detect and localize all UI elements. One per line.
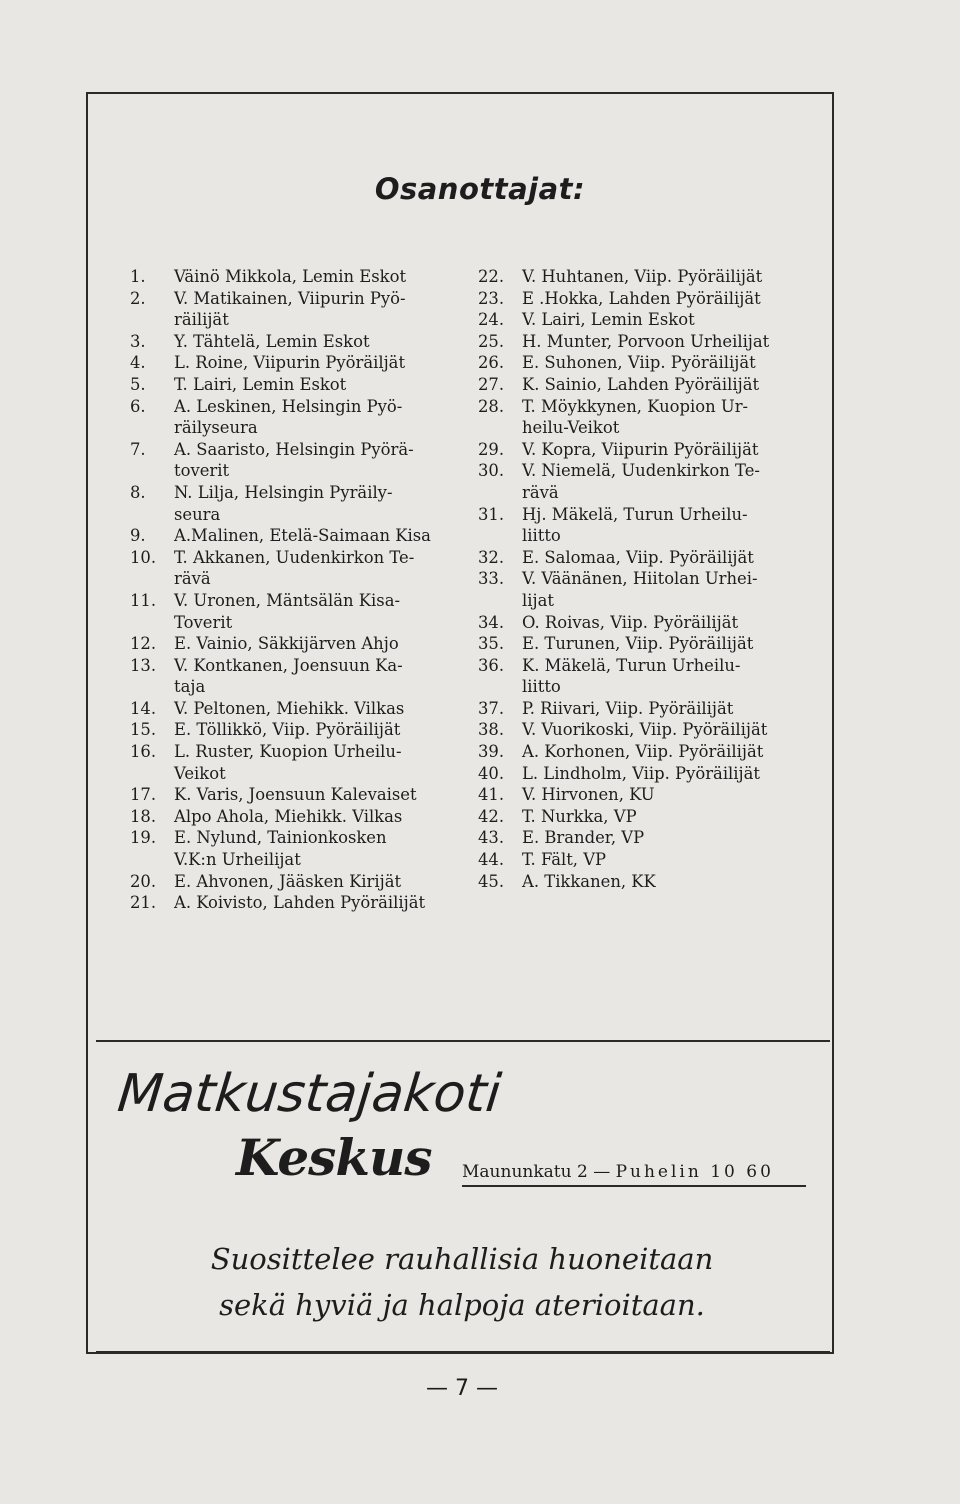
participant-number: 24. bbox=[478, 310, 505, 330]
participant-name: P. Riivari, Viip. Pyöräilijät bbox=[522, 698, 734, 718]
participant-number: 44. bbox=[478, 850, 505, 870]
participant-number bbox=[130, 460, 174, 482]
participant-number: 22. bbox=[478, 267, 505, 286]
participant-entry bbox=[130, 698, 470, 720]
participant-name: H. Munter, Porvoon Urheilijat bbox=[522, 331, 770, 351]
participant-entry bbox=[478, 547, 818, 569]
participant-name: A. Tikkanen, KK bbox=[522, 871, 656, 891]
participant-number: 38. bbox=[478, 720, 505, 740]
participant-name: E. Nylund, Tainionkosken bbox=[174, 828, 387, 848]
participant-entry bbox=[478, 417, 818, 439]
participant-number: 10. bbox=[130, 547, 157, 567]
participant-name: Väinö Mikkola, Lemin Eskot bbox=[174, 267, 407, 286]
participant-name: K. Mäkelä, Turun Urheilu- bbox=[522, 655, 741, 675]
participant-entry bbox=[478, 439, 818, 461]
participant-entry bbox=[478, 806, 818, 828]
participant-entry bbox=[130, 331, 470, 353]
participant-name: A. Korhonen, Viip. Pyöräilijät bbox=[522, 742, 764, 762]
participant-number bbox=[478, 676, 522, 698]
participant-name: rävä bbox=[174, 569, 211, 589]
participant-entry bbox=[478, 784, 818, 806]
participant-name: E. Salomaa, Viip. Pyöräilijät bbox=[522, 547, 754, 567]
participant-name: N. Lilja, Helsingin Pyräily- bbox=[174, 482, 393, 502]
participant-name: E .Hokka, Lahden Pyöräilijät bbox=[522, 288, 761, 308]
participant-entry bbox=[478, 352, 818, 374]
participant-entry bbox=[478, 633, 818, 655]
participant-name: rävä bbox=[522, 482, 559, 502]
participant-entry bbox=[478, 309, 818, 331]
participant-name: E. Töllikkö, Viip. Pyöräilijät bbox=[174, 720, 401, 740]
participant-entry bbox=[478, 590, 818, 612]
participant-name: V. Vuorikoski, Viip. Pyöräilijät bbox=[522, 720, 768, 740]
participant-entry bbox=[130, 806, 470, 828]
participant-entry bbox=[130, 288, 470, 310]
participant-entry bbox=[130, 482, 470, 504]
participant-entry bbox=[130, 655, 470, 677]
participant-entry bbox=[130, 547, 470, 569]
participant-number: 21. bbox=[130, 893, 157, 913]
participant-name: V. Huhtanen, Viip. Pyöräilijät bbox=[522, 267, 763, 286]
participant-number: 31. bbox=[478, 504, 505, 524]
participant-number: 1. bbox=[130, 267, 146, 286]
participant-entry bbox=[478, 288, 818, 310]
participant-number: 41. bbox=[478, 785, 505, 805]
participant-entry bbox=[130, 417, 470, 439]
participant-number: 36. bbox=[478, 655, 505, 675]
participant-entry bbox=[478, 396, 818, 418]
participant-number: 2. bbox=[130, 288, 146, 308]
participant-name: seura bbox=[174, 504, 221, 524]
participant-number: 39. bbox=[478, 742, 505, 762]
participant-number: 9. bbox=[130, 526, 146, 546]
participant-number: 4. bbox=[130, 353, 146, 373]
participant-number: 30. bbox=[478, 461, 505, 481]
participant-name: Alpo Ahola, Miehikk. Vilkas bbox=[174, 806, 403, 826]
participant-entry bbox=[130, 590, 470, 612]
participant-entry bbox=[478, 871, 818, 893]
participant-number: 27. bbox=[478, 374, 505, 394]
participant-entry bbox=[130, 892, 470, 914]
participant-name: A. Koivisto, Lahden Pyöräilijät bbox=[174, 893, 426, 913]
participant-entry bbox=[130, 309, 470, 331]
participant-entry bbox=[130, 612, 470, 634]
participant-entry bbox=[130, 266, 470, 288]
participant-name: taja bbox=[174, 677, 206, 697]
participant-entry bbox=[478, 741, 818, 763]
participant-entry bbox=[478, 460, 818, 482]
participant-number: 45. bbox=[478, 871, 505, 891]
participant-entry bbox=[130, 504, 470, 526]
participant-name: T. Möykkynen, Kuopion Ur- bbox=[522, 396, 749, 416]
ad-slogan bbox=[0, 1236, 924, 1328]
participant-entry bbox=[478, 504, 818, 526]
participant-number: 25. bbox=[478, 331, 505, 351]
participant-name: O. Roivas, Viip. Pyöräilijät bbox=[522, 612, 739, 632]
participant-entry bbox=[130, 568, 470, 590]
participant-number: 37. bbox=[478, 698, 505, 718]
participant-name: E. Turunen, Viip. Pyöräilijät bbox=[522, 634, 754, 654]
participant-number: 28. bbox=[478, 396, 505, 416]
ad-slogan-line1: Suosittelee rauhallisia huoneitaan bbox=[210, 1242, 714, 1276]
participant-name: V. Uronen, Mäntsälän Kisa- bbox=[174, 590, 401, 610]
participant-number: 16. bbox=[130, 742, 157, 762]
participant-name: Toverit bbox=[174, 612, 233, 632]
participant-number: 8. bbox=[130, 482, 146, 502]
section-divider bbox=[96, 1040, 830, 1042]
participant-name: V. Väänänen, Hiitolan Urhei- bbox=[522, 569, 758, 589]
participant-number bbox=[130, 849, 174, 871]
participant-number bbox=[130, 763, 174, 785]
participant-number: 34. bbox=[478, 612, 505, 632]
participant-number: 20. bbox=[130, 871, 157, 891]
participant-number bbox=[478, 525, 522, 547]
participant-entry bbox=[130, 849, 470, 871]
participant-entry bbox=[130, 374, 470, 396]
participant-entry bbox=[478, 763, 818, 785]
participant-name: Veikot bbox=[174, 763, 226, 783]
participant-entry bbox=[130, 352, 470, 374]
participant-name: A. Saaristo, Helsingin Pyörä- bbox=[174, 439, 414, 459]
participant-entry bbox=[478, 525, 818, 547]
participant-entry bbox=[130, 633, 470, 655]
participant-number: 42. bbox=[478, 806, 505, 826]
participant-number: 18. bbox=[130, 806, 157, 826]
participant-entry bbox=[130, 439, 470, 461]
participant-entry bbox=[478, 698, 818, 720]
participant-entry bbox=[130, 871, 470, 893]
participant-name: T. Akkanen, Uudenkirkon Te- bbox=[174, 547, 415, 567]
participant-number bbox=[130, 676, 174, 698]
participant-name: heilu-Veikot bbox=[522, 418, 620, 438]
participant-number: 12. bbox=[130, 634, 157, 654]
participant-entry bbox=[478, 568, 818, 590]
participant-name: V. Hirvonen, KU bbox=[522, 785, 655, 805]
participant-list-left bbox=[130, 266, 470, 914]
participant-number bbox=[130, 568, 174, 590]
ad-address: Maununkatu 2 bbox=[462, 1162, 588, 1182]
participant-number bbox=[130, 309, 174, 331]
participant-name: K. Sainio, Lahden Pyöräilijät bbox=[522, 374, 760, 394]
participant-name: liitto bbox=[522, 677, 561, 697]
participant-name: T. Fält, VP bbox=[522, 850, 607, 870]
participant-name: T. Nurkka, VP bbox=[522, 806, 637, 826]
participant-name: V. Kopra, Viipurin Pyöräilijät bbox=[522, 439, 759, 459]
participant-number: 23. bbox=[478, 288, 505, 308]
participant-number: 6. bbox=[130, 396, 146, 416]
participant-name: V. Lairi, Lemin Eskot bbox=[522, 310, 695, 330]
participant-number: 11. bbox=[130, 590, 157, 610]
participant-entry bbox=[130, 719, 470, 741]
participant-entry bbox=[478, 612, 818, 634]
participant-number: 15. bbox=[130, 720, 157, 740]
participant-number: 40. bbox=[478, 763, 505, 783]
participant-name: T. Lairi, Lemin Eskot bbox=[174, 374, 347, 394]
participant-number: 14. bbox=[130, 698, 157, 718]
participant-entry bbox=[478, 655, 818, 677]
participant-number: 3. bbox=[130, 331, 146, 351]
participant-number bbox=[130, 612, 174, 634]
participant-number bbox=[130, 417, 174, 439]
ad-heading: Matkustajakoti bbox=[114, 1064, 504, 1124]
participant-number: 13. bbox=[130, 655, 157, 675]
participant-name: L. Roine, Viipurin Pyöräiljät bbox=[174, 353, 406, 373]
participant-name: räilyseura bbox=[174, 418, 258, 438]
participant-number bbox=[478, 482, 522, 504]
participant-name: E. Suhonen, Viip. Pyöräilijät bbox=[522, 353, 756, 373]
participant-number: 32. bbox=[478, 547, 505, 567]
participant-name: Hj. Mäkelä, Turun Urheilu- bbox=[522, 504, 748, 524]
participant-entry bbox=[478, 676, 818, 698]
participant-name: L. Lindholm, Viip. Pyöräilijät bbox=[522, 763, 760, 783]
ad-contact bbox=[462, 1162, 806, 1187]
participant-number: 29. bbox=[478, 439, 505, 459]
ad-brand-logo: Keskus bbox=[236, 1128, 432, 1187]
participant-name: E. Brander, VP bbox=[522, 828, 645, 848]
participant-name: E. Vainio, Säkkijärven Ahjo bbox=[174, 634, 399, 654]
participant-entry bbox=[478, 482, 818, 504]
participant-number bbox=[130, 504, 174, 526]
page-number: — 7 — bbox=[426, 1376, 498, 1401]
participant-number: 7. bbox=[130, 439, 146, 459]
participant-number bbox=[478, 590, 522, 612]
participant-name: toverit bbox=[174, 461, 230, 481]
participant-name: K. Varis, Joensuun Kalevaiset bbox=[174, 785, 417, 805]
participant-name: V. Niemelä, Uudenkirkon Te- bbox=[522, 461, 760, 481]
participant-name: V. Kontkanen, Joensuun Ka- bbox=[174, 655, 403, 675]
participant-entry bbox=[478, 827, 818, 849]
participant-name: V.K:n Urheilijat bbox=[174, 850, 301, 870]
participant-name: E. Ahvonen, Jääsken Kirijät bbox=[174, 871, 402, 891]
participant-name: A.Malinen, Etelä-Saimaan Kisa bbox=[174, 526, 431, 546]
participant-list-right bbox=[478, 266, 818, 892]
participant-number bbox=[478, 417, 522, 439]
participant-name: V. Matikainen, Viipurin Pyö- bbox=[174, 288, 406, 308]
participant-entry bbox=[130, 525, 470, 547]
participant-number: 43. bbox=[478, 828, 505, 848]
participant-entry bbox=[478, 331, 818, 353]
participant-name: L. Ruster, Kuopion Urheilu- bbox=[174, 742, 402, 762]
participant-number: 33. bbox=[478, 569, 505, 589]
participant-name: liitto bbox=[522, 526, 561, 546]
participant-entry bbox=[130, 396, 470, 418]
participant-entry bbox=[478, 374, 818, 396]
participant-number: 19. bbox=[130, 828, 157, 848]
participant-entry bbox=[130, 460, 470, 482]
participant-entry bbox=[478, 719, 818, 741]
participant-name: A. Leskinen, Helsingin Pyö- bbox=[174, 396, 403, 416]
participant-number: 17. bbox=[130, 785, 157, 805]
participant-name: V. Peltonen, Miehikk. Vilkas bbox=[174, 698, 405, 718]
ad-slogan-line2: sekä hyviä ja halpoja aterioitaan. bbox=[219, 1288, 705, 1322]
participant-entry bbox=[130, 827, 470, 849]
ad-dash: — bbox=[593, 1162, 611, 1182]
participant-entry bbox=[130, 763, 470, 785]
participant-entry bbox=[130, 676, 470, 698]
page-title: Osanottajat: bbox=[374, 172, 586, 206]
bottom-divider bbox=[96, 1351, 830, 1353]
participant-entry bbox=[478, 266, 818, 288]
participant-entry bbox=[478, 849, 818, 871]
participant-name: räilijät bbox=[174, 310, 229, 330]
participant-number: 26. bbox=[478, 353, 505, 373]
participant-number: 5. bbox=[130, 374, 146, 394]
participant-entry bbox=[130, 784, 470, 806]
participant-name: lijat bbox=[522, 590, 554, 610]
ad-phone: Puhelin 10 60 bbox=[615, 1162, 774, 1182]
participant-number: 35. bbox=[478, 634, 505, 654]
participant-name: Y. Tähtelä, Lemin Eskot bbox=[174, 331, 370, 351]
participant-entry bbox=[130, 741, 470, 763]
